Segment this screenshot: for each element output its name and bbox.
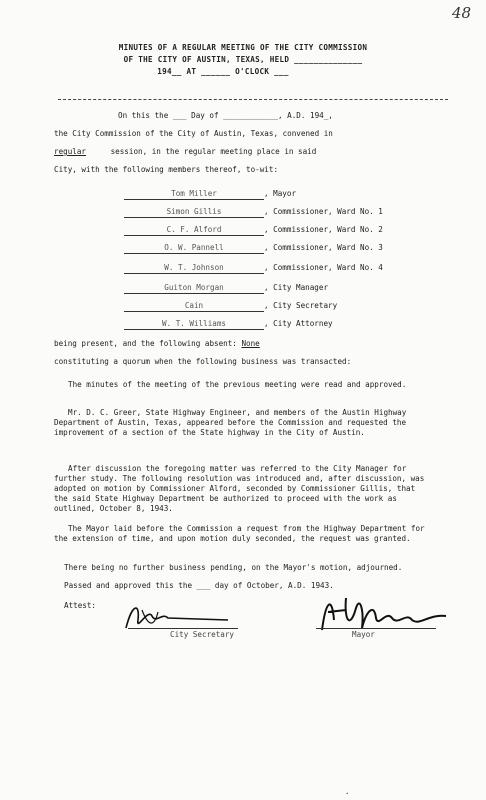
roster-row: C. F. Alford , Commissioner, Ward No. 2 (124, 226, 383, 236)
roster-row: Simon Gillis , Commissioner, Ward No. 1 (124, 208, 383, 218)
absent-line: being present, and the following absent: None (54, 340, 361, 348)
roster-row: Cain , City Secretary (124, 302, 337, 312)
opening-line-2: the City Commission of the City of Austin, Texas, convened in (54, 129, 333, 138)
roster-row: W. T. Johnson , Commissioner, Ward No. 4 (124, 264, 383, 274)
mayor-signature (316, 590, 456, 638)
header-divider (58, 99, 448, 100)
session-type: regular (54, 147, 87, 156)
scan-mark: • (346, 791, 349, 796)
opening-line-3: regular session, in the regular meeting place in said (54, 147, 317, 156)
roster-row: W. T. Williams , City Attorney (124, 320, 333, 330)
roster-row: Tom Miller , Mayor (124, 190, 296, 200)
attest-label: Attest: (64, 601, 97, 610)
opening-line-4: City, with the following members thereof, to-wit: (54, 165, 279, 174)
adjourn-line: There being no further business pending, on the Mayor's motion, adjourned. (64, 563, 403, 572)
mayor-label: Mayor (352, 630, 375, 639)
approval-line: Passed and approved this the ___ day of October, A.D. 1943. (64, 581, 334, 590)
minute-paragraph: Mr. D. C. Greer, State Highway Engineer, and members of the Austin Highway Department of Austin, Texas, appeared before the Commission and requested the improvement of a section of the State highway in the City of Austin. (54, 408, 407, 437)
minute-paragraph: After discussion the foregoing matter was referred to the City Manager for further study. The following resolution was introduced and, after discussion, was adopted on motion by Commissioner Alford, seconded by Commissioner Gillis, that the said State Highway Department be authorized to proceed with the work as outlined, October 8, 1943. (54, 464, 425, 513)
roster-row: Guiton Morgan , City Manager (124, 284, 328, 294)
heading-line-3: 194__ AT ______ O'CLOCK ___ (157, 67, 289, 76)
minute-paragraph: The Mayor laid before the Commission a request from the Highway Department for the extension of time, and upon motion duly seconded, the request was granted. (54, 524, 425, 543)
secretary-label: City Secretary (170, 630, 235, 639)
heading-line-2: OF THE CITY OF AUSTIN, TEXAS, HELD ______________ (123, 55, 363, 64)
roster-row: O. W. Pannell , Commissioner, Ward No. 3 (124, 244, 383, 254)
absent-value: None (241, 339, 260, 348)
mayor-signature-line (316, 628, 436, 629)
heading-line-1: MINUTES OF A REGULAR MEETING OF THE CITY COMMISSION (118, 43, 368, 52)
secretary-signature-line (128, 628, 238, 629)
page-number: 48 (452, 4, 472, 22)
minute-paragraph: The minutes of the meeting of the previous meeting were read and approved. (68, 380, 407, 389)
quorum-line: constituting a quorum when the following business was transacted: (54, 357, 352, 366)
opening-line-1: On this the ___ Day of ____________, A.D. 194_, (118, 111, 333, 120)
